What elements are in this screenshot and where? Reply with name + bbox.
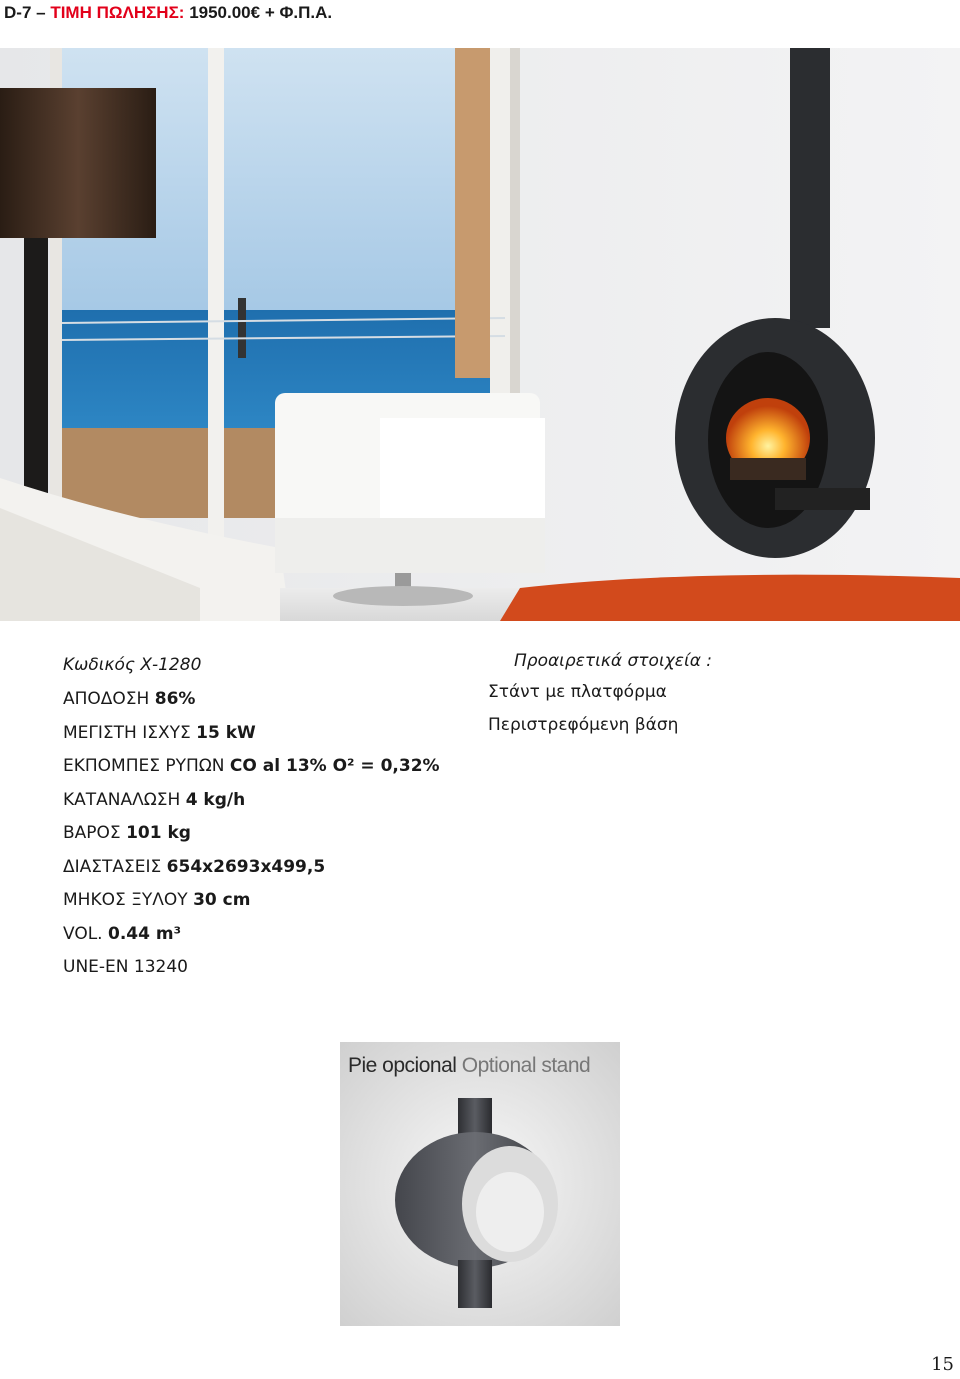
spec-value: 30 cm <box>193 890 251 910</box>
spec-label: ΜΕΓΙΣΤΗ ΙΣΧΥΣ <box>63 722 197 743</box>
spec-label: ΒΑΡΟΣ <box>63 823 127 843</box>
spec-value: 654x2693x499,5 <box>166 856 326 877</box>
spec-value: 4 kg/h <box>185 789 246 810</box>
fireplace-room-photo <box>0 48 960 621</box>
optional-title: Προαιρετικά στοιχεία : <box>514 651 713 671</box>
spec-label: VOL. <box>63 923 108 944</box>
technical-specs <box>63 652 483 988</box>
spec-log-length <box>63 887 483 921</box>
page-header <box>4 3 332 23</box>
spec-value: 15 kW <box>196 722 256 743</box>
optional-item-rotating-base: Περιστρεφόμενη βάση <box>488 715 679 735</box>
spec-label: UNE-EN 13240 <box>63 957 188 977</box>
optional-items <box>488 648 948 744</box>
spec-value: 86% <box>154 689 196 709</box>
spec-dimensions <box>63 854 483 888</box>
product-code-header: D-7 – <box>4 3 46 22</box>
stand-caption <box>348 1054 590 1078</box>
spec-efficiency <box>63 686 483 720</box>
spec-value: 0.44 m³ <box>108 923 182 944</box>
spec-max-power <box>63 720 483 754</box>
spec-value: 101 kg <box>126 823 191 843</box>
spec-value: CO al 13% O² = 0,32% <box>229 756 440 776</box>
spec-label: ΜΗΚΟΣ ΞΥΛΟΥ <box>63 890 194 910</box>
stand-caption-es: Pie opcional <box>348 1054 457 1077</box>
price-value: 1950.00€ + Φ.Π.Α. <box>189 3 333 22</box>
spec-standard <box>63 954 483 988</box>
optional-stand-photo <box>340 1042 620 1326</box>
spec-volume <box>63 921 483 955</box>
page-number: 15 <box>931 1354 954 1375</box>
price-label: ΤΙΜΗ ΠΩΛΗΣΗΣ: <box>50 3 185 22</box>
spec-consumption <box>63 787 483 821</box>
spec-label: ΕΚΠΟΜΠΕΣ ΡΥΠΩΝ <box>63 756 230 776</box>
spec-label: ΚΑΤΑΝΑΛΩΣΗ <box>63 789 186 810</box>
product-code: Κωδικός Χ-1280 <box>63 655 202 675</box>
optional-item-stand: Στάντ με πλατφόρμα <box>488 682 667 702</box>
spec-label: ΔΙΑΣΤΑΣΕΙΣ <box>63 856 167 877</box>
stand-caption-en: Optional stand <box>461 1054 591 1077</box>
spec-weight <box>63 820 483 854</box>
spec-label: ΑΠΟΔΟΣΗ <box>63 689 155 709</box>
spec-emissions <box>63 753 483 787</box>
